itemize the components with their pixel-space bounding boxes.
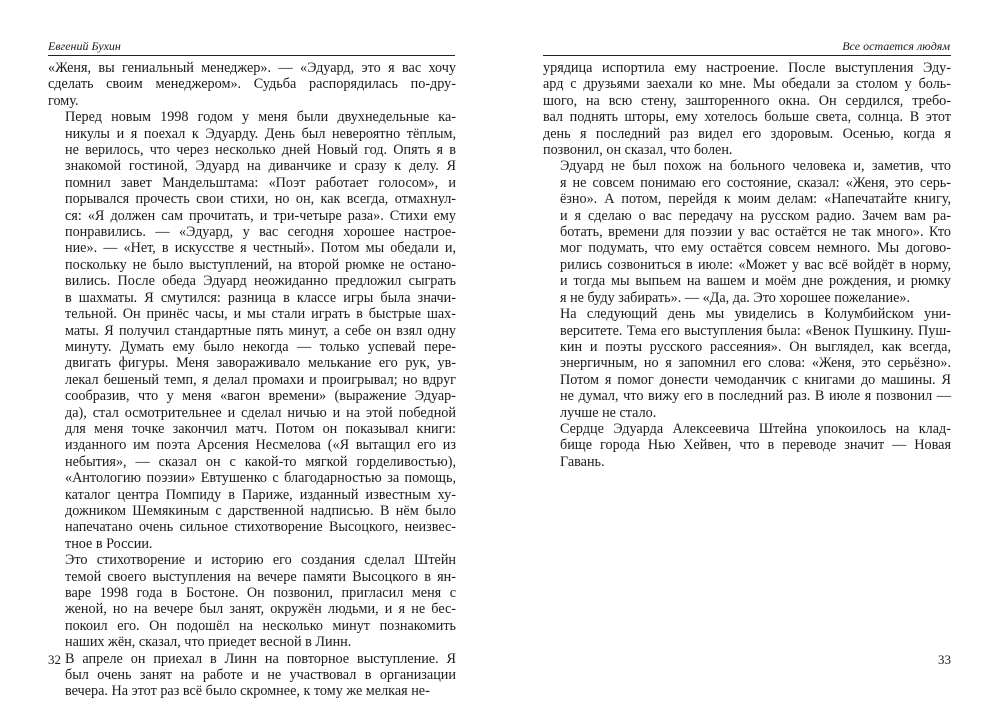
text-line: лекал бешеный темп, я делал промахи и проигрывал; но вдруг <box>65 371 456 388</box>
paragraph <box>543 306 951 421</box>
text-line: гому. <box>48 92 79 109</box>
paragraph <box>543 421 951 470</box>
text-line: порывался прочесть свои стихи, но он, как всегда, отмахнул- <box>65 191 456 208</box>
text-line: Гавань. <box>560 453 605 470</box>
text-line: позвонил, он сказал, что болен. <box>543 142 733 159</box>
text-line: вечера. На этот раз всё было скромнее, к тому же мелкая не- <box>65 683 430 700</box>
text-line: тное в России. <box>65 535 153 552</box>
text-line: вились. После обеда Эдуард неожиданно предложил сыграть <box>65 273 456 290</box>
text-line: да), стал осмотрительнее и сделал ничью и на этой победной <box>65 404 456 421</box>
page-number: 32 <box>48 652 61 667</box>
text-line: небытия», — сказал он с какой-то мягкой горделивостью), <box>65 453 456 470</box>
text-line: не верилось, что через несколько дней Новый год. Опять я в <box>65 142 456 159</box>
text-line: бище города Нью Хейвен, что в переводе значит — Новая <box>560 437 951 454</box>
text-line: темой своего выступления на вечере памяти Высоцкого в ян- <box>65 568 456 585</box>
text-line: сообразив, что у меня «вагон времени» (выражение Эдуар- <box>65 388 456 405</box>
text-line: изданного им поэта Арсения Несмелова («Я вытащил его из <box>65 437 456 454</box>
text-line: я не совсем понимаю его состояние, сказал: «Женя, это серь- <box>560 174 951 191</box>
text-line: ботать, времени для поэзии у вас остаётся не так много». Кто <box>560 224 951 241</box>
text-line: никулы и я поехал к Эдуарду. День был невероятно тёплым, <box>65 125 456 142</box>
text-line: ёзно». А потом, перейдя к моим делам: «Напечатайте книгу, <box>560 191 951 208</box>
text-line: женой, но на вечере был занят, окружён людьми, и я не бес- <box>65 601 456 618</box>
text-line: урядица испортила ему настроение. После выступления Эду- <box>543 60 951 76</box>
right-page-body <box>543 60 951 470</box>
text-line: Это стихотворение и историю его создания сделал Штейн <box>65 552 456 569</box>
text-line: каталог центра Помпиду в Париже, изданный известным ху- <box>65 486 456 503</box>
text-line: лучше не стало. <box>560 404 657 421</box>
text-line: день я последний раз видел его здоровым. Осенью, когда я <box>543 125 951 142</box>
text-line: был очень занят на работе и не участвовал в организации <box>65 667 456 684</box>
right-page <box>500 0 1000 707</box>
text-line: дожником Шемякиным с дарственной надписью. В нём было <box>65 502 456 519</box>
text-line: шого, на всю стену, зашторенного окна. Он сердился, требо- <box>543 92 951 109</box>
text-line: наших жён, сказал, что приедет весной в Линн. <box>65 634 352 651</box>
text-line: для меня точке закончил матч. Потом он показывал книги: <box>65 420 456 437</box>
text-line: энергичным, но я запомнил его слова: «Женя, это серьёзно». <box>560 355 951 372</box>
text-line: мог подумать, что ему остаётся совсем немного. Мы догово- <box>560 240 951 257</box>
text-line: Потом я помог донести чемоданчик с книгами до машины. Я <box>560 371 951 388</box>
text-line: понравились. — «Эдуард, у вас сегодня хорошее настрое- <box>65 224 456 241</box>
text-line: Эдуард не был похож на больного человека и, заметив, что <box>560 158 951 175</box>
text-line: кин и поэты русского рассеяния». Он выглядел, как всегда, <box>560 338 951 355</box>
paragraph <box>48 552 456 650</box>
text-line: В апреле он приехал в Линн на повторное выступление. Я <box>65 650 456 667</box>
text-line: верситете. Тема его выступления была: «Венок Пушкину. Пуш- <box>560 322 951 339</box>
header-rule <box>543 55 951 56</box>
text-line: варе 1998 года в Бостоне. Он позвонил, пригласил меня с <box>65 585 456 601</box>
text-line: знакомой гостиной, Эдуард на диванчике и сразу к делу. Я <box>65 158 456 175</box>
text-line: покоил его. Он подошёл на несколько минут познакомить <box>65 617 456 634</box>
paragraph <box>543 158 951 306</box>
text-line: поскольку не было выступлений, на второй рюмке не остано- <box>65 256 456 273</box>
text-line: не думал, что вижу его в последний раз. В июле я позвонил — <box>560 388 951 405</box>
paragraph <box>543 60 951 158</box>
text-line: помнил завет Мандельштама: «Поэт работает голосом», и <box>65 174 456 191</box>
text-line: в шахматы. Я смутился: разница в классе игры была значи- <box>65 289 456 306</box>
text-line: и я сделаю о вас передачу на русском радио. Зачем вам ра- <box>560 207 951 224</box>
paragraph <box>48 651 456 700</box>
running-header-title: Все остается людям <box>842 39 950 53</box>
text-line: ард с друзьями заехали ко мне. Мы обедали за столом у боль- <box>543 76 951 93</box>
text-line: Сердце Эдуарда Алексеевича Штейна упокоилось на клад- <box>560 420 951 437</box>
paragraph <box>48 109 456 552</box>
text-line: маты. Я получил стандартные пять минут, а себе он взял одну <box>65 322 456 339</box>
text-line: тельной. Он принёс часы, и мы стали играть в быстрые шах- <box>65 306 456 323</box>
text-line: ся: «Я должен сам прочитать, и три-четыре раза». Стихи ему <box>65 207 456 224</box>
text-line: я не буду забирать». — «Да, да. Это хорошее пожелание». <box>560 289 911 306</box>
text-line: «Антологию поэзии» Евтушенко с благодарностью за помощь, <box>65 470 456 487</box>
header-rule <box>48 55 455 56</box>
text-line: и тогда мы выпьем на вашем и моём дне рождения, и рюмку <box>560 273 951 290</box>
text-line: двигать фигуры. Меня завораживало мелькание его рук, ув- <box>65 355 456 372</box>
text-line: вал поднять шторы, ему хотелось больше света, солнца. В этот <box>543 109 951 126</box>
paragraph <box>48 60 456 109</box>
text-line: ние». — «Нет, в искусстве я честный». Потом мы обедали и, <box>65 240 456 257</box>
text-line: сделать своим менеджером». Судьба распорядилась по-дру- <box>48 76 456 93</box>
page-number: 33 <box>938 652 951 667</box>
text-line: Перед новым 1998 годом у меня были двухнедельные ка- <box>65 109 456 126</box>
text-line: рились созвониться в июле: «Может у вас всё войдёт в норму, <box>560 256 951 273</box>
left-page-body <box>48 60 456 700</box>
text-line: минуту. Думать ему было некогда — только успевай пере- <box>65 338 456 355</box>
running-header-author: Евгений Бухин <box>48 39 121 53</box>
text-line: «Женя, вы гениальный менеджер». — «Эдуард, это я вас хочу <box>48 60 456 76</box>
text-line: напечатано очень сильное стихотворение Высоцкого, неизвес- <box>65 519 456 536</box>
text-line: На следующий день мы увиделись в Колумбийском уни- <box>560 306 951 323</box>
